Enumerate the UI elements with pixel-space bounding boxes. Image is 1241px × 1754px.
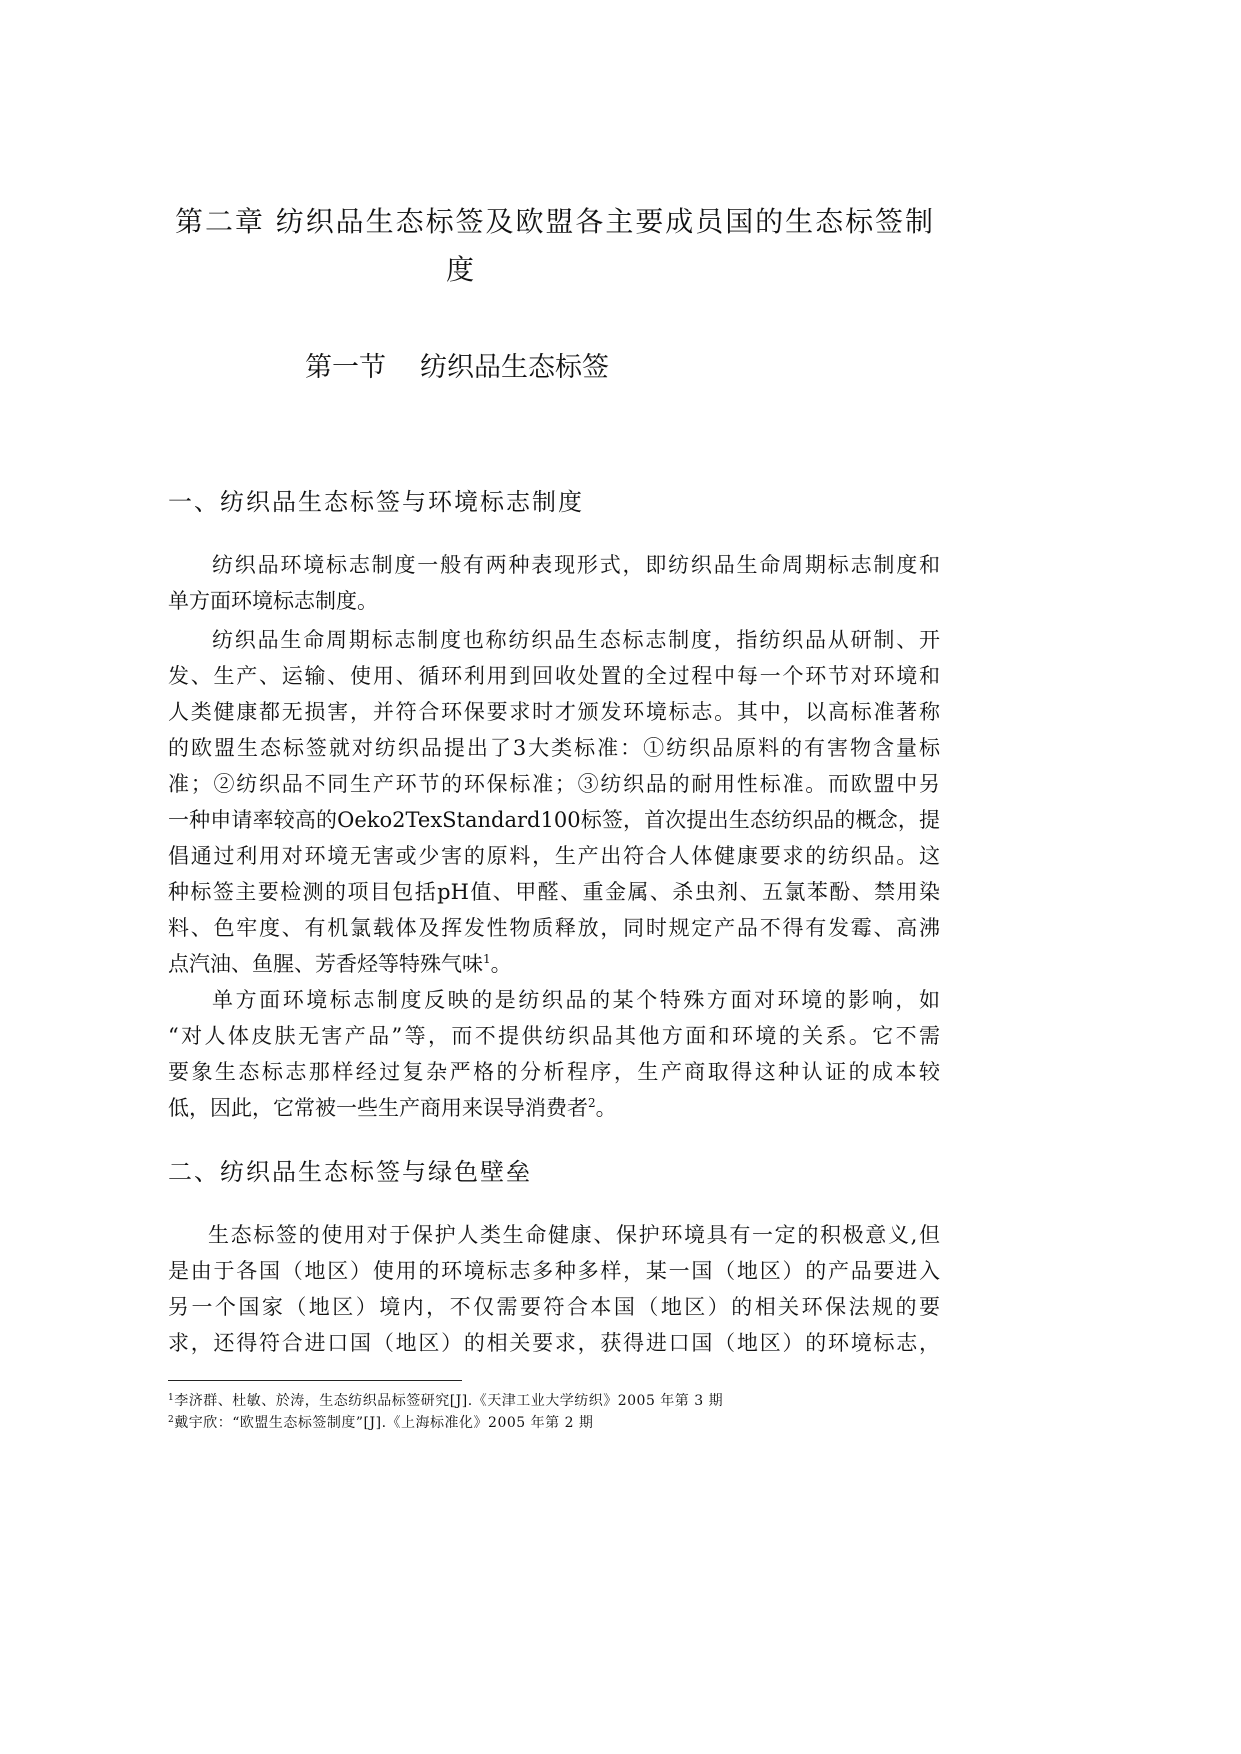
body-line-end: 。: [490, 952, 512, 976]
body-line: 生态标签的使用对于保护人类生命健康、保护环境具有一定的积极意义,但: [208, 1223, 940, 1247]
footnote-ref: 2: [588, 1096, 596, 1110]
section-title: 纺织品生态标签: [420, 352, 609, 383]
body-line: 倡通过利用对环境无害或少害的原料，生产出符合人体健康要求的纺织品。这: [168, 844, 940, 868]
body-line: 一种申请率较高的Oeko2TexStandard100标签，首次提出生态纺织品的概念，提: [168, 808, 940, 832]
body-line: 另一个国家（地区）境内，不仅需要符合本国（地区）的相关环保法规的要: [168, 1295, 940, 1319]
body-line: 纺织品生命周期标志制度也称纺织品生态标志制度，指纺织品从研制、开: [212, 628, 940, 652]
footnote-text: 戴宇欣：“欧盟生态标签制度”[J].《上海标准化》2005 年第 2 期: [174, 1415, 594, 1431]
paragraph: [168, 982, 940, 1126]
body-line: “对人体皮肤无害产品”等，而不提供纺织品其他方面和环境的关系。它不需: [168, 1024, 940, 1048]
body-line-text: 点汽油、鱼腥、芳香烃等特殊气味: [168, 952, 483, 976]
body-line: [168, 1090, 940, 1126]
footnote-separator: [168, 1380, 462, 1381]
body-line-text: 低，因此，它常被一些生产商用来误导消费者: [168, 1096, 588, 1120]
footnote: [168, 1414, 593, 1432]
body-line: 料、色牢度、有机氯载体及挥发性物质释放，同时规定产品不得有发霉、高沸: [168, 916, 940, 940]
body-line: 种标签主要检测的项目包括pH值、甲醛、重金属、杀虫剂、五氯苯酚、禁用染: [168, 880, 940, 904]
body-line: 发、生产、运输、使用、循环利用到回收处置的全过程中每一个环节对环境和: [168, 664, 940, 688]
body-line-end: 。: [595, 1096, 617, 1120]
chapter-title-line-2: 度: [446, 253, 475, 286]
footnote-text: 李济群、杜敏、於涛，生态纺织品标签研究[J].《天津工业大学纺织》2005 年第 3 期: [174, 1393, 724, 1409]
body-line: 单方面环境标志制度。: [168, 589, 378, 613]
body-line: 准；②纺织品不同生产环节的环保标准；③纺织品的耐用性标准。而欧盟中另: [168, 772, 940, 796]
footnote-ref: 1: [483, 952, 491, 966]
body-line: 是由于各国（地区）使用的环境标志多种多样，某一国（地区）的产品要进入: [168, 1259, 940, 1283]
body-line: [168, 946, 940, 982]
footnote: [168, 1392, 723, 1410]
paragraph: [168, 547, 940, 619]
body-line: 人类健康都无损害，并符合环保要求时才颁发环境标志。其中，以高标准著称: [168, 700, 940, 724]
chapter-title-line-1: 第二章 纺织品生态标签及欧盟各主要成员国的生态标签制: [175, 205, 933, 238]
paragraph: [168, 622, 940, 982]
section-number: 第一节: [305, 352, 386, 383]
footnote-marker: 2: [168, 1415, 175, 1425]
heading-part-1: 一、纺织品生态标签与环境标志制度: [168, 488, 584, 516]
paragraph: [168, 1217, 940, 1361]
body-line: 求，还得符合进口国（地区）的相关要求，获得进口国（地区）的环境标志，: [168, 1331, 940, 1355]
body-line: 的欧盟生态标签就对纺织品提出了3大类标准：①纺织品原料的有害物含量标: [168, 736, 940, 760]
body-line: 纺织品环境标志制度一般有两种表现形式，即纺织品生命周期标志制度和: [212, 553, 940, 577]
heading-part-2: 二、纺织品生态标签与绿色壁垒: [168, 1158, 532, 1186]
body-line: 单方面环境标志制度反映的是纺织品的某个特殊方面对环境的影响，如: [212, 988, 940, 1012]
body-line: 要象生态标志那样经过复杂严格的分析程序，生产商取得这种认证的成本较: [168, 1060, 940, 1084]
footnote-marker: 1: [168, 1393, 175, 1403]
